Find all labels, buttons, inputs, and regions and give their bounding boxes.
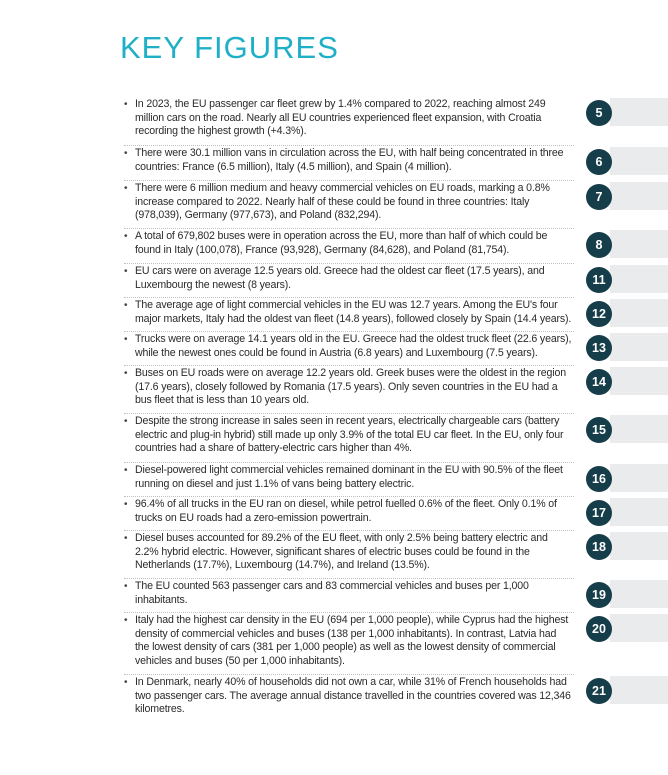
list-item <box>0 414 668 463</box>
page-tab-band <box>610 532 668 560</box>
page-number-badge[interactable]: 12 <box>586 301 612 327</box>
list-item <box>0 146 668 181</box>
page-tab-band <box>610 299 668 327</box>
bullet-icon: • <box>124 231 128 242</box>
item-text: Despite the strong increase in sales seen in recent years, electrically chargeable cars (battery electric and plug-in hybrid) still made up only 3.9% of the total EU car fleet. In the EU, only four countries had a share of battery-electric cars higher than 4%. <box>135 415 564 455</box>
page-tab-band <box>610 333 668 361</box>
bullet-icon: • <box>124 677 128 688</box>
page-number-badge[interactable]: 19 <box>586 582 612 608</box>
item-text: There were 6 million medium and heavy commercial vehicles on EU roads, marking a 0.8% increase compared to 2022. Nearly half of these could be found in three countries: Italy (978,039), Germany (977,673), and Poland (832,294). <box>135 182 550 222</box>
page-number-badge[interactable]: 6 <box>586 149 612 175</box>
page-number-badge[interactable]: 8 <box>586 232 612 258</box>
item-text: The EU counted 563 passenger cars and 83 commercial vehicles and buses per 1,000 inhabitants. <box>135 580 529 606</box>
item-text: Italy had the highest car density in the EU (694 per 1,000 people), while Cyprus had the highest density of commercial vehicles and buses (138 per 1,000 inhabitants). In contrast, Latvia had the lowest density of cars (381 per 1,000 people) as well as the lowest density of commercial vehicles and buses (50 per 1,000 inhabitants). <box>135 614 569 667</box>
bullet-icon: • <box>124 266 128 277</box>
bullet-icon: • <box>124 581 128 592</box>
bullet-icon: • <box>124 300 128 311</box>
page-tab-band <box>610 147 668 175</box>
bullet-icon: • <box>124 416 128 427</box>
list-item <box>0 332 668 366</box>
bullet-icon: • <box>124 334 128 345</box>
list-item <box>0 298 668 332</box>
page-number-badge[interactable]: 13 <box>586 335 612 361</box>
bullet-icon: • <box>124 465 128 476</box>
page-number-badge[interactable]: 21 <box>586 678 612 704</box>
page-tab-band <box>610 367 668 395</box>
item-text: There were 30.1 million vans in circulation across the EU, with half being concentrated in three countries: France (6.5 million), Italy (4.5 million), and Spain (4 million). <box>135 147 564 173</box>
page-number-badge[interactable]: 20 <box>586 616 612 642</box>
list-item <box>0 264 668 298</box>
page-tab-band <box>610 580 668 608</box>
page-number-badge[interactable]: 7 <box>586 184 612 210</box>
item-text: In 2023, the EU passenger car fleet grew by 1.4% compared to 2022, reaching almost 249 million cars on the road. Nearly all EU countries experienced fleet expansion, with Croatia recording the highest growth (+4.3%). <box>135 98 546 138</box>
page-tab-band <box>610 464 668 492</box>
page-number-badge[interactable]: 14 <box>586 369 612 395</box>
key-figures-list <box>0 97 668 721</box>
bullet-icon: • <box>124 499 128 510</box>
page-tab-band <box>610 98 668 126</box>
page-number-badge[interactable]: 17 <box>586 500 612 526</box>
list-item <box>0 497 668 531</box>
page-tab-band <box>610 230 668 258</box>
item-text: A total of 679,802 buses were in operation across the EU, more than half of which could be found in Italy (100,078), France (93,928), Germany (84,628), and Poland (81,754). <box>135 230 548 256</box>
bullet-icon: • <box>124 99 128 110</box>
page-number-badge[interactable]: 15 <box>586 417 612 443</box>
page-number-badge[interactable]: 11 <box>586 267 612 293</box>
page-tab-band <box>610 676 668 704</box>
item-text: In Denmark, nearly 40% of households did not own a car, while 31% of French households had two passenger cars. The average annual distance travelled in the countries covered was 12,346 kilometres. <box>135 676 571 716</box>
item-text: EU cars were on average 12.5 years old. Greece had the oldest car fleet (17.5 years), and Luxembourg the newest (8 years). <box>135 265 545 291</box>
page-tab-band <box>610 614 668 642</box>
list-item <box>0 97 668 146</box>
list-item <box>0 613 668 675</box>
list-item <box>0 579 668 613</box>
item-text: Trucks were on average 14.1 years old in the EU. Greece had the oldest truck fleet (22.6 years), while the newest ones could be found in Austria (6.8 years) and Luxembourg (7.5 years). <box>135 333 572 359</box>
page-title: KEY FIGURES <box>120 30 339 65</box>
list-item <box>0 463 668 497</box>
list-item <box>0 366 668 414</box>
item-text: 96.4% of all trucks in the EU ran on diesel, while petrol fuelled 0.6% of the fleet. Only 0.1% of trucks on EU roads had a zero-emission powertrain. <box>135 498 557 524</box>
item-text: The average age of light commercial vehicles in the EU was 12.7 years. Among the EU's four major markets, Italy had the oldest van fleet (14.8 years), followed closely by Spain (14.4 years). <box>135 299 572 325</box>
bullet-icon: • <box>124 183 128 194</box>
item-text: Diesel buses accounted for 89.2% of the EU fleet, with only 2.5% being battery electric and 2.2% hybrid electric. However, significant shares of electric buses could be found in the Netherlands (17.7%), Luxembourg (14.7%), and Ireland (13.5%). <box>135 532 548 572</box>
page-tab-band <box>610 182 668 210</box>
page-tab-band <box>610 415 668 443</box>
page-number-badge[interactable]: 16 <box>586 466 612 492</box>
list-item <box>0 229 668 264</box>
bullet-icon: • <box>124 615 128 626</box>
page-tab-band <box>610 265 668 293</box>
page-number-badge[interactable]: 5 <box>586 100 612 126</box>
bullet-icon: • <box>124 368 128 379</box>
item-text: Diesel-powered light commercial vehicles remained dominant in the EU with 90.5% of the fleet running on diesel and just 1.1% of vans being battery electric. <box>135 464 563 490</box>
item-text: Buses on EU roads were on average 12.2 years old. Greek buses were the oldest in the region (17.6 years), closely followed by Romania (17.5 years). Only seven countries in the EU had a bus fleet that is less than 10 years old. <box>135 367 566 407</box>
bullet-icon: • <box>124 533 128 544</box>
bullet-icon: • <box>124 148 128 159</box>
list-item <box>0 181 668 229</box>
page-tab-band <box>610 498 668 526</box>
page-number-badge[interactable]: 18 <box>586 534 612 560</box>
list-item <box>0 675 668 721</box>
list-item <box>0 531 668 579</box>
